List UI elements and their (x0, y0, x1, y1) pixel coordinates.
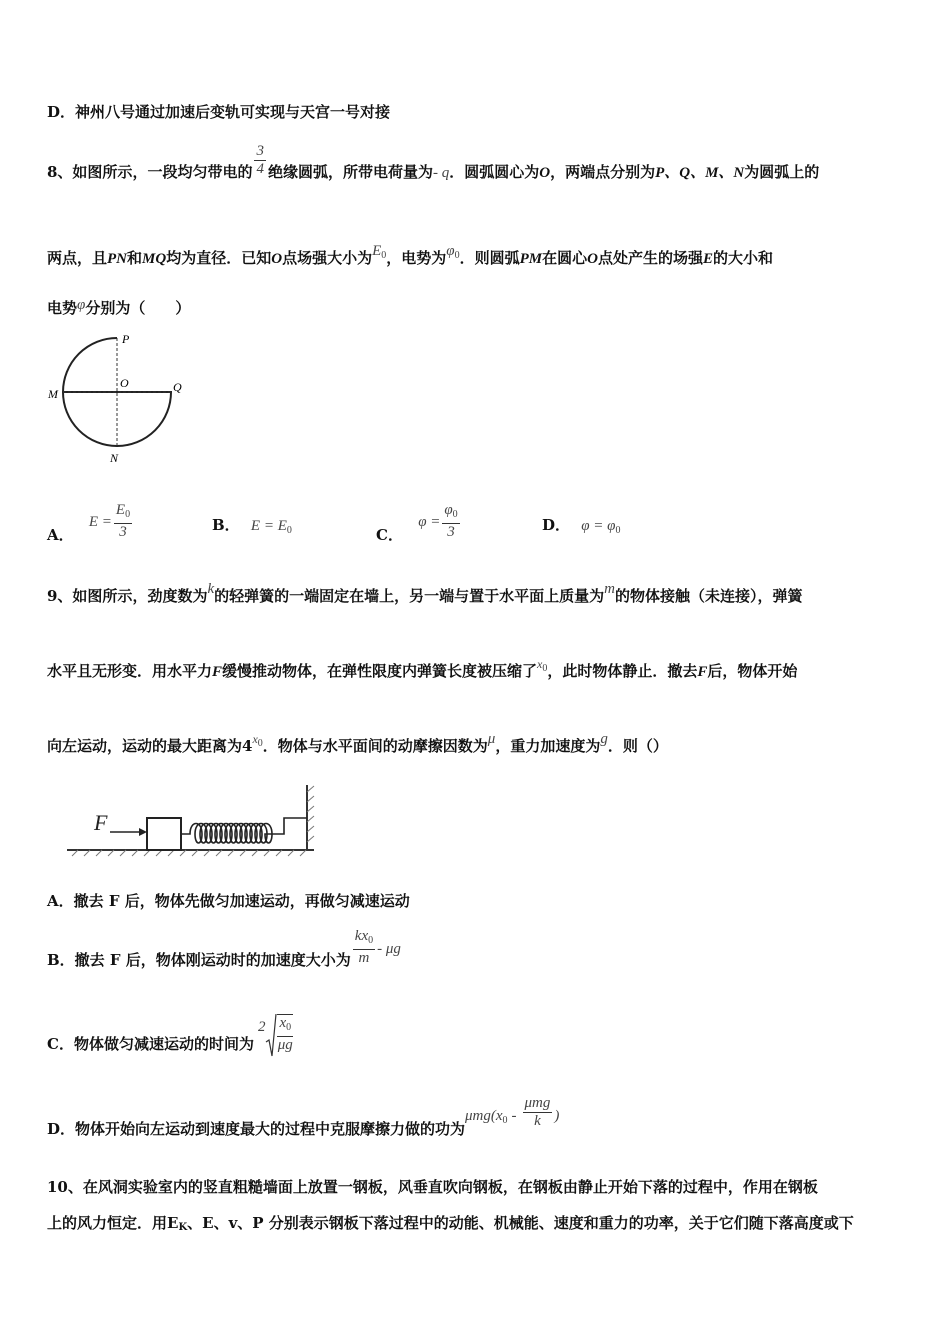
label-m: M (48, 387, 58, 401)
label-o: O (120, 376, 129, 390)
q8-option-b: B． $E = E_0$ (212, 516, 292, 536)
q9-option-b: B．撤去 F 后，物体刚运动时的加速度大小为 $\frac{kx_0}{m}$ - μg (47, 928, 401, 969)
label-n: N (110, 451, 119, 465)
q10-line-1: 10、在风洞实验室内的竖直粗糙墙面上放置一钢板，风垂直吹向钢板，在钢板由静止开始下落的过程中，作用在钢板 (47, 1178, 818, 1196)
sqrt-expression: $\frac{x_0}{\mu g}$ (265, 1012, 293, 1058)
charge-symbol: - q (432, 165, 450, 181)
arrow-head-icon (139, 828, 147, 836)
q10-line-2: 上的风力恒定．用EK、E、v、P 分别表示钢板下落过程中的动能、机械能、速度和重力的功率，关于它们随下落高度或下 (47, 1214, 854, 1233)
q8-arc-figure (44, 330, 194, 465)
q9-option-c: C．物体做匀减速运动的时间为2 $\frac{x_0}{\mu g}$ (47, 1012, 293, 1062)
spring (181, 818, 307, 843)
e0-symbol: $E_0$ (372, 243, 387, 261)
label-q: Q (173, 380, 182, 394)
q8-option-c: C． φ = $\frac{\varphi_0}{3}$ (376, 502, 458, 544)
phi0-symbol: $\varphi_0$ (446, 243, 460, 261)
q9-spring-figure (62, 780, 327, 862)
q8-text: 8、如图所示，一段均匀带电的 (47, 163, 253, 181)
q8-line-2: 两点，且PN和MQ均为直径．已知O点场强大小为$E_0$，电势为$\varphi_0$．则圆弧PM在圆心O点处产生的场强E的大小和 (47, 243, 773, 267)
q9-line-3: 向左运动，运动的最大距离为$4^{x_0}$．物体与水平面间的动摩擦因数为μ，重力加速度为g．则（） (47, 731, 668, 755)
q9-option-d: D．物体开始向左运动到速度最大的过程中克服摩擦力做的功为$\mu mg(x_0$ - $\frac{\text{μmg}}{k}$ ) (47, 1095, 560, 1138)
sqrt-icon (265, 1012, 277, 1058)
q8-option-a: A． E = $\frac{E_0}{3}$ (47, 502, 131, 544)
q8-option-d: D． $\varphi = \varphi_0$ (542, 516, 621, 536)
force-label: F (94, 810, 108, 835)
q8-line-3: 电势φ分别为（ ） (47, 297, 191, 317)
block (147, 818, 181, 850)
q7-option-d: D．神州八号通过加速后变轨可实现与天宫一号对接 (47, 103, 391, 121)
q9-option-a: A．撤去 F 后，物体先做匀加速运动，再做匀减速运动 (47, 892, 410, 910)
q8-line-1: 8、如图所示，一段均匀带电的 $\frac{3}{4}$ 绝缘圆弧，所带电荷量为- q．圆弧圆心为O，两端点分别为P、Q、M、N为圆弧上的 (47, 142, 820, 181)
three-quarters-fraction: $\frac{3}{4}$ (256, 142, 264, 177)
q9-line-2: 水平且无形变．用水平力F缓慢推动物体，在弹性限度内弹簧长度被压缩了$^{x_0}$，此时物体静止．撤去F后，物体开始 (47, 657, 798, 680)
q9-line-1: 9、如图所示，劲度数为k的轻弹簧的一端固定在墙上，另一端与置于水平面上质量为m的物体接触（未连接），弹簧 (47, 581, 803, 605)
label-p: P (122, 332, 130, 346)
